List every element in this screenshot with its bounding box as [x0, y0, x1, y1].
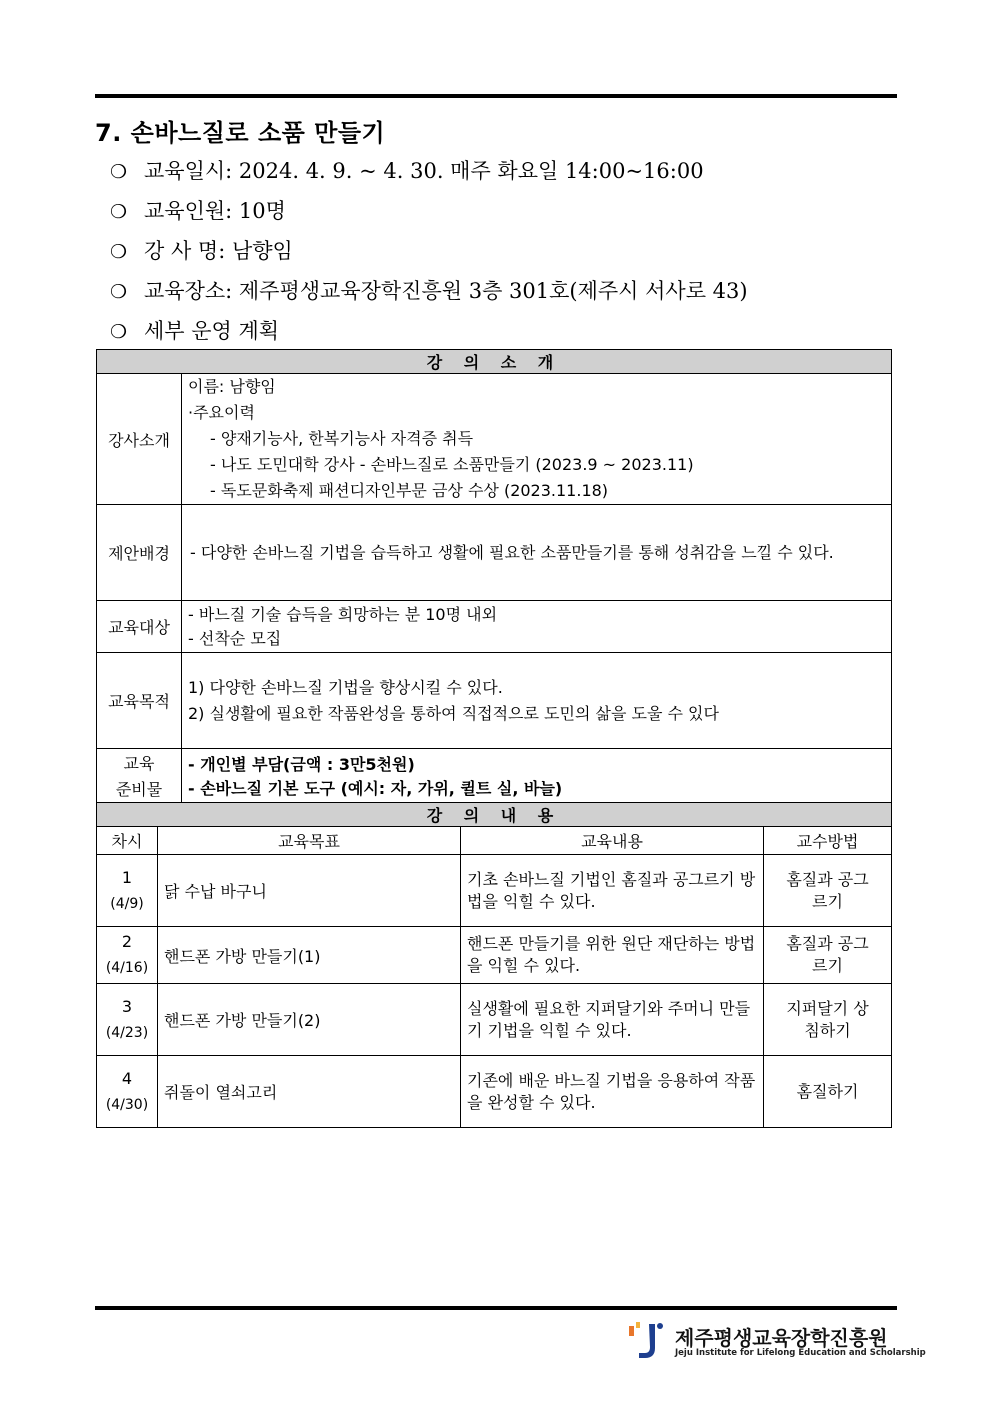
session-number: 1 — [121, 867, 133, 887]
info-text: 교육일시: 2024. 4. 9. ~ 4. 30. 매주 화요일 14:00~16:00 — [144, 159, 704, 183]
goal-cell: 핸드폰 가방 만들기(1) — [158, 927, 461, 984]
session-date: (4/16) — [105, 960, 149, 976]
target-line: - 바느질 기술 습득을 희망하는 분 10명 내외 — [188, 604, 498, 624]
info-item-count — [110, 196, 286, 227]
top-rule — [95, 94, 897, 98]
session-cell — [97, 855, 158, 927]
background-cell — [182, 505, 892, 601]
info-text: 세부 운영 계획 — [144, 319, 280, 343]
org-logo — [625, 1318, 926, 1363]
circle-bullet-icon: ❍ — [110, 201, 128, 223]
info-item-plan — [110, 316, 279, 347]
session-number: 4 — [121, 1068, 133, 1088]
session-number: 2 — [121, 932, 133, 951]
circle-bullet-icon: ❍ — [110, 321, 128, 343]
prep-label-line: 준비물 — [115, 779, 163, 799]
table-row — [97, 927, 892, 984]
instructor-line: ·주요이력 — [188, 403, 255, 422]
bottom-rule — [95, 1306, 897, 1310]
goal-line: 2) 실생활에 필요한 작품완성을 통하여 직접적으로 도민의 삶을 도울 수 있다 — [188, 703, 719, 723]
info-item-instructor — [110, 236, 293, 267]
circle-bullet-icon: ❍ — [110, 281, 128, 303]
column-header: 교육목표 — [158, 827, 461, 855]
content-table — [96, 802, 892, 1128]
instructor-line: - 양재기능사, 한복기능사 자격증 취득 — [210, 429, 474, 448]
intro-header: 강 의 소 개 — [97, 350, 892, 374]
prep-label — [97, 749, 182, 805]
session-cell — [97, 1056, 158, 1128]
instructor-cell — [182, 374, 892, 505]
info-item-location — [110, 276, 748, 307]
info-item-date — [110, 156, 704, 187]
prep-line: - 손바느질 기본 도구 (예시: 자, 가위, 퀼트 실, 바늘) — [188, 778, 563, 798]
circle-bullet-icon: ❍ — [110, 161, 128, 183]
session-date: (4/23) — [105, 1024, 149, 1041]
prep-label-line: 교육 — [123, 753, 155, 773]
target-line: - 선착순 모집 — [188, 628, 282, 648]
prep-cell — [182, 749, 892, 805]
content-cell: 핸드폰 만들기를 위한 원단 재단하는 방법을 익힐 수 있다. — [461, 927, 764, 984]
org-name-kr: 제주평생교육장학진흥원 — [675, 1326, 888, 1350]
column-header: 차시 — [97, 827, 158, 855]
column-header: 교수방법 — [764, 827, 892, 855]
table-row — [97, 984, 892, 1056]
table-row — [97, 855, 892, 927]
goal-cell — [182, 653, 892, 749]
info-text: 강 사 명: 남향임 — [144, 239, 293, 263]
intro-table — [96, 349, 892, 805]
page-title: 7. 손바느질로 소품 만들기 — [95, 119, 386, 147]
method-cell: 홈질과 공그르기 — [764, 927, 892, 984]
target-cell — [182, 601, 892, 653]
session-cell — [97, 984, 158, 1056]
method-cell: 지퍼달기 상침하기 — [764, 984, 892, 1056]
background-label: 제안배경 — [97, 505, 182, 601]
session-date: (4/30) — [105, 1096, 149, 1113]
column-header: 교육내용 — [461, 827, 764, 855]
table-row — [97, 1056, 892, 1128]
goal-label: 교육목적 — [97, 653, 182, 749]
prep-line: - 개인별 부담(금액 : 3만5천원) — [188, 754, 415, 774]
session-cell — [97, 927, 158, 984]
goal-cell: 닭 수납 바구니 — [158, 855, 461, 927]
goal-cell: 핸드폰 가방 만들기(2) — [158, 984, 461, 1056]
session-number: 3 — [121, 996, 133, 1016]
org-logo-icon — [625, 1320, 667, 1360]
content-header: 강 의 내 용 — [97, 803, 892, 827]
info-text: 교육장소: 제주평생교육장학진흥원 3층 301호(제주시 서사로 43) — [144, 279, 748, 303]
circle-bullet-icon: ❍ — [110, 241, 128, 263]
method-cell: 홈질과 공그르기 — [764, 855, 892, 927]
instructor-label: 강사소개 — [97, 374, 182, 505]
goal-cell: 쥐돌이 열쇠고리 — [158, 1056, 461, 1128]
target-label: 교육대상 — [97, 601, 182, 653]
info-text: 교육인원: 10명 — [144, 199, 286, 223]
method-cell: 홈질하기 — [764, 1056, 892, 1128]
content-cell: 기존에 배운 바느질 기법을 응용하여 작품을 완성할 수 있다. — [461, 1056, 764, 1128]
instructor-line: - 독도문화축제 패션디자인부문 금상 수상 (2023.11.18) — [210, 481, 609, 500]
goal-line: 1) 다양한 손바느질 기법을 향상시킬 수 있다. — [188, 677, 503, 697]
instructor-line: - 나도 도민대학 강사 - 손바느질로 소품만들기 (2023.9 ~ 2023.11) — [210, 455, 694, 474]
background-text: - 다양한 손바느질 기법을 습득하고 생활에 필요한 소품만들기를 통해 성취감을 느낄 수 있다. — [190, 542, 834, 562]
content-cell: 실생활에 필요한 지퍼달기와 주머니 만들기 기법을 익힐 수 있다. — [461, 984, 764, 1056]
session-date: (4/9) — [110, 895, 144, 912]
org-name-en: Jeju Institute for Lifelong Education and Scholarship — [675, 1348, 926, 1358]
content-cell: 기초 손바느질 기법인 홈질과 공그르기 방법을 익힐 수 있다. — [461, 855, 764, 927]
instructor-line: 이름: 남향임 — [188, 377, 276, 396]
